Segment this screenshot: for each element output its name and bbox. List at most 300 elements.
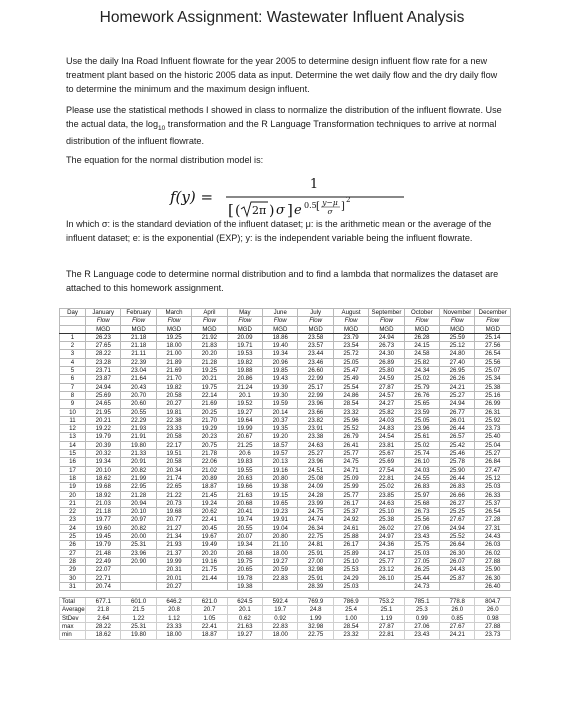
- open-paren: (: [235, 203, 241, 219]
- table-row: [60, 350, 511, 358]
- flow-value-cell: 25.89: [333, 549, 368, 557]
- flow-value-cell: 27.05: [404, 557, 439, 565]
- stat-value-cell: 621.0: [192, 598, 227, 606]
- table-row: [60, 400, 511, 408]
- flow-value-cell: [192, 582, 227, 590]
- month-header: September: [369, 309, 404, 317]
- month-header: April: [192, 309, 227, 317]
- flow-value-cell: 21.02: [192, 466, 227, 474]
- flow-value-cell: 23.28: [86, 358, 121, 366]
- flow-value-cell: 32.98: [298, 566, 333, 574]
- flow-value-cell: 21.24: [227, 383, 262, 391]
- flow-value-cell: 25.92: [475, 416, 511, 424]
- flow-value-cell: 19.91: [263, 516, 298, 524]
- flow-value-cell: 23.91: [298, 425, 333, 433]
- flow-value-cell: 22.38: [156, 416, 191, 424]
- flow-value-cell: 27.31: [475, 524, 511, 532]
- flow-value-cell: 25.02: [404, 441, 439, 449]
- month-header: August: [333, 309, 368, 317]
- flow-value-cell: 21.27: [156, 524, 191, 532]
- flow-value-cell: 19.16: [263, 466, 298, 474]
- table-row: [60, 483, 511, 491]
- flow-value-cell: 24.43: [475, 533, 511, 541]
- day-cell: 6: [60, 375, 86, 383]
- intro-paragraph: Use the daily Ina Road Influent flowrate for the year 2005 to determine design influent flow rate for a new treatment plant based on the historic 2005 data as input. Determine the wet daily flow and the dry daily flow to determine the minimum and the maximum design influent.: [66, 56, 498, 94]
- flow-value-cell: 25.12: [475, 474, 511, 482]
- flow-value-cell: 25.47: [333, 367, 368, 375]
- flow-value-cell: 19.27: [263, 557, 298, 565]
- stat-value-cell: 21.63: [227, 622, 262, 630]
- stat-row: [60, 598, 511, 606]
- flow-value-cell: 20.00: [121, 533, 156, 541]
- flow-value-cell: 26.07: [440, 557, 475, 565]
- flow-value-cell: 22.14: [192, 391, 227, 399]
- flow-value-cell: 25.40: [475, 433, 511, 441]
- flow-value-cell: 23.66: [298, 408, 333, 416]
- flow-value-cell: 20.80: [263, 474, 298, 482]
- flow-value-cell: 20.07: [227, 533, 262, 541]
- flow-value-cell: 20.31: [156, 566, 191, 574]
- flow-value-cell: 25.74: [404, 450, 439, 458]
- flow-data-table: [59, 308, 511, 640]
- flow-value-cell: 25.88: [333, 533, 368, 541]
- flow-value-cell: 18.00: [263, 549, 298, 557]
- flow-value-cell: 24.59: [369, 375, 404, 383]
- flow-value-cell: 20.20: [192, 549, 227, 557]
- flow-value-cell: 25.87: [440, 574, 475, 582]
- stat-value-cell: 27.06: [404, 622, 439, 630]
- flow-value-cell: 25.05: [333, 358, 368, 366]
- flow-value-cell: 22.29: [121, 416, 156, 424]
- flow-value-cell: 21.11: [121, 350, 156, 358]
- flow-value-cell: 25.42: [440, 441, 475, 449]
- unit-label: MGD: [156, 325, 191, 333]
- flow-value-cell: 22.99: [298, 391, 333, 399]
- flow-value-cell: 24.74: [298, 516, 333, 524]
- flow-value-cell: 25.90: [440, 466, 475, 474]
- flow-value-cell: 19.83: [227, 458, 262, 466]
- flow-value-cell: 20.86: [227, 375, 262, 383]
- table-row: [60, 524, 511, 532]
- day-cell: 7: [60, 383, 86, 391]
- flow-value-cell: 19.22: [86, 425, 121, 433]
- flow-value-cell: 25.77: [333, 450, 368, 458]
- day-cell: 28: [60, 557, 86, 565]
- flow-value-cell: 21.83: [192, 342, 227, 350]
- flow-value-cell: 26.10: [369, 574, 404, 582]
- flow-value-cell: 22.71: [86, 574, 121, 582]
- flow-value-cell: 25.05: [404, 416, 439, 424]
- flow-value-cell: 21.64: [121, 375, 156, 383]
- flow-value-cell: 20.62: [192, 508, 227, 516]
- flow-value-cell: 26.83: [404, 483, 439, 491]
- flow-value-cell: 24.21: [440, 383, 475, 391]
- flow-value-cell: 21.93: [156, 541, 191, 549]
- flow-value-cell: 21.75: [192, 566, 227, 574]
- flow-value-cell: 26.54: [475, 508, 511, 516]
- flow-value-cell: 21.44: [192, 574, 227, 582]
- flow-value-cell: 20.68: [227, 549, 262, 557]
- table-row: [60, 433, 511, 441]
- flow-label: Flow: [404, 317, 439, 325]
- stat-value-cell: 23.33: [156, 622, 191, 630]
- unit-label: MGD: [227, 325, 262, 333]
- exp-close-bracket: ]: [341, 201, 345, 212]
- stat-value-cell: 2.64: [86, 614, 121, 622]
- flow-value-cell: 19.82: [156, 383, 191, 391]
- flow-value-cell: 26.84: [475, 458, 511, 466]
- flow-value-cell: 19.59: [263, 400, 298, 408]
- stat-value-cell: 19.7: [263, 606, 298, 614]
- table-row: [60, 408, 511, 416]
- unit-label: MGD: [298, 325, 333, 333]
- flow-value-cell: 24.43: [440, 566, 475, 574]
- summary-stats-body: [60, 591, 511, 639]
- flow-value-cell: 19.45: [86, 533, 121, 541]
- flow-value-cell: 25.96: [333, 416, 368, 424]
- flow-value-cell: 19.27: [227, 408, 262, 416]
- flow-value-cell: 25.78: [440, 458, 475, 466]
- blank-cell: [121, 591, 156, 598]
- flow-value-cell: 24.27: [369, 400, 404, 408]
- month-header: May: [227, 309, 262, 317]
- flow-value-cell: 20.63: [227, 474, 262, 482]
- flow-label: Flow: [156, 317, 191, 325]
- flow-value-cell: 21.28: [192, 358, 227, 366]
- methods-text-b: transformation and the R Language Transformation techniques to arrive at normal distribution of the influent flowrate.: [66, 118, 497, 147]
- flow-value-cell: 19.52: [227, 400, 262, 408]
- flow-value-cell: 19.30: [263, 391, 298, 399]
- flow-value-cell: 19.60: [86, 524, 121, 532]
- flow-value-cell: 20.23: [192, 433, 227, 441]
- flow-value-cell: 26.02: [475, 549, 511, 557]
- flow-value-cell: 19.35: [263, 425, 298, 433]
- stat-value-cell: 26.0: [440, 606, 475, 614]
- table-row: [60, 416, 511, 424]
- flow-value-cell: 20.58: [156, 391, 191, 399]
- flow-value-cell: 25.17: [298, 383, 333, 391]
- flow-value-cell: 26.30: [475, 574, 511, 582]
- flow-value-cell: 21.10: [263, 541, 298, 549]
- day-cell: 25: [60, 533, 86, 541]
- flow-value-cell: 19.53: [227, 350, 262, 358]
- flow-value-cell: 25.68: [404, 499, 439, 507]
- flow-value-cell: 25.27: [298, 450, 333, 458]
- stat-value-cell: 1.00: [333, 614, 368, 622]
- day-cell: 3: [60, 350, 86, 358]
- flow-value-cell: 19.80: [121, 441, 156, 449]
- stat-value-cell: 22.83: [263, 622, 298, 630]
- unit-label: MGD: [440, 325, 475, 333]
- flow-value-cell: 19.79: [86, 433, 121, 441]
- r-code-paragraph: The R Language code to determine normal distribution and to find a lambda that normalizes the dataset are attached to this homework assignment.: [66, 269, 499, 293]
- table-row: [60, 499, 511, 507]
- flow-value-cell: [263, 582, 298, 590]
- close-bracket: ]: [287, 201, 293, 219]
- flow-value-cell: 27.06: [404, 524, 439, 532]
- stat-value-cell: 19.80: [121, 631, 156, 639]
- stat-value-cell: 23.73: [475, 631, 511, 639]
- flow-value-cell: 21.92: [192, 333, 227, 341]
- month-header: July: [298, 309, 333, 317]
- flow-value-cell: 19.77: [86, 516, 121, 524]
- flow-subheader-row: [60, 317, 511, 325]
- flow-value-cell: 25.04: [475, 441, 511, 449]
- table-row: [60, 466, 511, 474]
- flow-value-cell: 25.75: [404, 541, 439, 549]
- flow-value-cell: 24.94: [369, 333, 404, 341]
- methods-paragraph: [66, 104, 506, 149]
- table-row: [60, 391, 511, 399]
- flow-value-cell: 24.29: [333, 574, 368, 582]
- day-cell: 10: [60, 408, 86, 416]
- flow-value-cell: 26.66: [440, 491, 475, 499]
- stat-value-cell: 22.75: [298, 631, 333, 639]
- flow-label: Flow: [475, 317, 511, 325]
- flow-value-cell: 20.94: [121, 499, 156, 507]
- open-bracket: [: [228, 201, 234, 219]
- flow-value-cell: 22.17: [156, 441, 191, 449]
- unit-label: MGD: [192, 325, 227, 333]
- flow-value-cell: 19.78: [227, 574, 262, 582]
- flow-value-cell: 18.86: [263, 333, 298, 341]
- flow-value-cell: 19.43: [263, 375, 298, 383]
- stat-value-cell: 18.00: [263, 631, 298, 639]
- flow-value-cell: 26.02: [369, 524, 404, 532]
- exp-coefficient: 0.5: [304, 201, 317, 210]
- flow-value-cell: 24.75: [298, 508, 333, 516]
- flow-value-cell: 20.13: [263, 458, 298, 466]
- stat-value-cell: 23.32: [333, 631, 368, 639]
- flow-value-cell: 22.41: [192, 516, 227, 524]
- flow-value-cell: 27.88: [475, 557, 511, 565]
- flow-value-cell: 23.43: [404, 533, 439, 541]
- flow-value-cell: 26.26: [440, 375, 475, 383]
- flow-value-cell: 23.46: [298, 358, 333, 366]
- flow-value-cell: 26.73: [369, 342, 404, 350]
- stat-value-cell: 18.87: [192, 631, 227, 639]
- table-row: [60, 425, 511, 433]
- flow-value-cell: 25.44: [404, 574, 439, 582]
- flow-value-cell: 27.00: [298, 557, 333, 565]
- flow-value-cell: 22.07: [86, 566, 121, 574]
- flow-value-cell: 19.99: [227, 425, 262, 433]
- day-cell: 13: [60, 433, 86, 441]
- month-header: November: [440, 309, 475, 317]
- flow-value-cell: 21.03: [86, 499, 121, 507]
- day-cell: 2: [60, 342, 86, 350]
- flow-value-cell: 25.37: [333, 508, 368, 516]
- day-header: Day: [60, 309, 86, 317]
- flow-value-cell: 26.40: [475, 582, 511, 590]
- stat-value-cell: 20.7: [192, 606, 227, 614]
- blank-cell: [60, 325, 86, 333]
- flow-value-cell: 25.38: [475, 383, 511, 391]
- flow-value-cell: 20.74: [86, 582, 121, 590]
- flow-value-cell: [121, 566, 156, 574]
- flow-value-cell: 24.86: [333, 391, 368, 399]
- month-header: January: [86, 309, 121, 317]
- flow-value-cell: 20.27: [156, 582, 191, 590]
- flow-value-cell: 18.87: [192, 483, 227, 491]
- flow-value-cell: 25.91: [298, 574, 333, 582]
- flow-value-cell: 22.83: [263, 574, 298, 582]
- flow-value-cell: 26.60: [298, 367, 333, 375]
- blank-cell: [156, 591, 191, 598]
- flow-value-cell: 28.39: [298, 582, 333, 590]
- flow-value-cell: 19.68: [86, 483, 121, 491]
- day-cell: 1: [60, 333, 86, 341]
- flow-value-cell: 26.01: [440, 416, 475, 424]
- day-cell: 26: [60, 541, 86, 549]
- day-cell: 9: [60, 400, 86, 408]
- flow-value-cell: 23.32: [333, 408, 368, 416]
- stat-value-cell: 25.4: [333, 606, 368, 614]
- flow-value-cell: 25.82: [369, 408, 404, 416]
- flow-value-cell: 27.47: [475, 466, 511, 474]
- flow-value-cell: [440, 582, 475, 590]
- table-row: [60, 516, 511, 524]
- blank-cell: [298, 591, 333, 598]
- flow-value-cell: 20.96: [263, 358, 298, 366]
- flow-value-cell: 26.64: [440, 541, 475, 549]
- log-subscript: 10: [158, 124, 166, 132]
- flow-value-cell: 26.30: [440, 549, 475, 557]
- stat-value-cell: 753.2: [369, 598, 404, 606]
- flow-value-cell: 23.44: [298, 350, 333, 358]
- stat-value-cell: 18.00: [156, 631, 191, 639]
- flow-value-cell: 20.32: [86, 450, 121, 458]
- stat-value-cell: 22.41: [192, 622, 227, 630]
- exp-numerator: y−μ: [322, 198, 338, 207]
- table-row: [60, 566, 511, 574]
- flow-value-cell: 25.99: [333, 483, 368, 491]
- flow-value-cell: 19.25: [192, 367, 227, 375]
- flow-value-cell: 26.34: [298, 524, 333, 532]
- flow-value-cell: 19.38: [227, 582, 262, 590]
- units-header-row: [60, 325, 511, 333]
- stat-value-cell: 23.43: [404, 631, 439, 639]
- stat-value-cell: 28.22: [86, 622, 121, 630]
- flow-label: Flow: [121, 317, 156, 325]
- stat-value-cell: 0.85: [440, 614, 475, 622]
- day-cell: 27: [60, 549, 86, 557]
- flow-value-cell: 25.54: [333, 383, 368, 391]
- unit-label: MGD: [333, 325, 368, 333]
- table-row: [60, 557, 511, 565]
- flow-value-cell: 24.94: [86, 383, 121, 391]
- spacer-row: [60, 591, 511, 598]
- flow-value-cell: 20.91: [121, 458, 156, 466]
- flow-value-cell: 24.30: [369, 350, 404, 358]
- flow-value-cell: 23.85: [369, 491, 404, 499]
- flow-value-cell: 19.23: [263, 508, 298, 516]
- flow-value-cell: 19.55: [227, 466, 262, 474]
- flow-value-cell: 20.67: [227, 433, 262, 441]
- flow-value-cell: 25.56: [404, 516, 439, 524]
- flow-label: Flow: [192, 317, 227, 325]
- flow-value-cell: 21.70: [192, 416, 227, 424]
- flow-value-cell: 26.23: [86, 333, 121, 341]
- flow-value-cell: 23.71: [86, 367, 121, 375]
- stat-value-cell: 624.5: [227, 598, 262, 606]
- flow-value-cell: 19.75: [227, 557, 262, 565]
- month-header: March: [156, 309, 191, 317]
- stat-value-cell: 20.8: [156, 606, 191, 614]
- stat-value-cell: 677.1: [86, 598, 121, 606]
- blank-cell: [192, 591, 227, 598]
- flow-value-cell: 25.59: [440, 333, 475, 341]
- stat-value-cell: 20.1: [227, 606, 262, 614]
- flow-value-cell: 19.15: [263, 491, 298, 499]
- table-row: [60, 574, 511, 582]
- stat-value-cell: 24.21: [440, 631, 475, 639]
- stat-value-cell: 1.99: [298, 614, 333, 622]
- flow-value-cell: 20.82: [121, 466, 156, 474]
- flow-value-cell: 25.14: [475, 333, 511, 341]
- flow-value-cell: 27.65: [86, 342, 121, 350]
- stat-value-cell: 19.27: [227, 631, 262, 639]
- flow-value-cell: 25.16: [475, 391, 511, 399]
- flow-value-cell: 25.97: [404, 491, 439, 499]
- flow-value-cell: 19.64: [227, 416, 262, 424]
- stat-value-cell: 601.0: [121, 598, 156, 606]
- flow-value-cell: 22.81: [369, 474, 404, 482]
- flow-value-cell: 25.02: [404, 375, 439, 383]
- stat-value-cell: 32.98: [298, 622, 333, 630]
- day-cell: 4: [60, 358, 86, 366]
- flow-value-cell: 20.77: [156, 516, 191, 524]
- flow-value-cell: 22.39: [121, 358, 156, 366]
- stat-value-cell: 27.67: [440, 622, 475, 630]
- flow-value-cell: 24.81: [298, 541, 333, 549]
- flow-value-cell: 21.22: [156, 491, 191, 499]
- flow-value-cell: 25.67: [369, 450, 404, 458]
- flow-value-cell: 19.04: [263, 524, 298, 532]
- flow-value-cell: 19.29: [192, 425, 227, 433]
- flow-value-cell: 19.25: [156, 333, 191, 341]
- flow-value-cell: 20.73: [156, 499, 191, 507]
- day-cell: 31: [60, 582, 86, 590]
- flow-value-cell: 27.40: [440, 358, 475, 366]
- flow-value-cell: 19.82: [227, 358, 262, 366]
- stat-value-cell: 785.1: [404, 598, 439, 606]
- flow-value-cell: 25.12: [440, 342, 475, 350]
- flow-value-cell: 19.40: [263, 342, 298, 350]
- stat-label: max: [60, 622, 86, 630]
- flow-value-cell: 20.14: [263, 408, 298, 416]
- flow-value-cell: 25.79: [404, 383, 439, 391]
- day-cell: 29: [60, 566, 86, 574]
- unit-label: MGD: [475, 325, 511, 333]
- table-row: [60, 541, 511, 549]
- flow-value-cell: 24.83: [369, 425, 404, 433]
- flow-value-cell: 26.76: [404, 391, 439, 399]
- blank-cell: [333, 591, 368, 598]
- flow-value-cell: 26.28: [404, 333, 439, 341]
- flow-value-cell: 20.25: [192, 408, 227, 416]
- flow-value-cell: 23.82: [298, 416, 333, 424]
- equation-lhs: f(y) =: [170, 188, 214, 206]
- table-row: [60, 582, 511, 590]
- day-cell: 20: [60, 491, 86, 499]
- flow-value-cell: 22.99: [298, 375, 333, 383]
- day-cell: 24: [60, 524, 86, 532]
- flow-value-cell: 19.71: [227, 342, 262, 350]
- flow-value-cell: 27.28: [475, 516, 511, 524]
- flow-value-cell: 20.97: [121, 516, 156, 524]
- flow-value-cell: 25.25: [440, 508, 475, 516]
